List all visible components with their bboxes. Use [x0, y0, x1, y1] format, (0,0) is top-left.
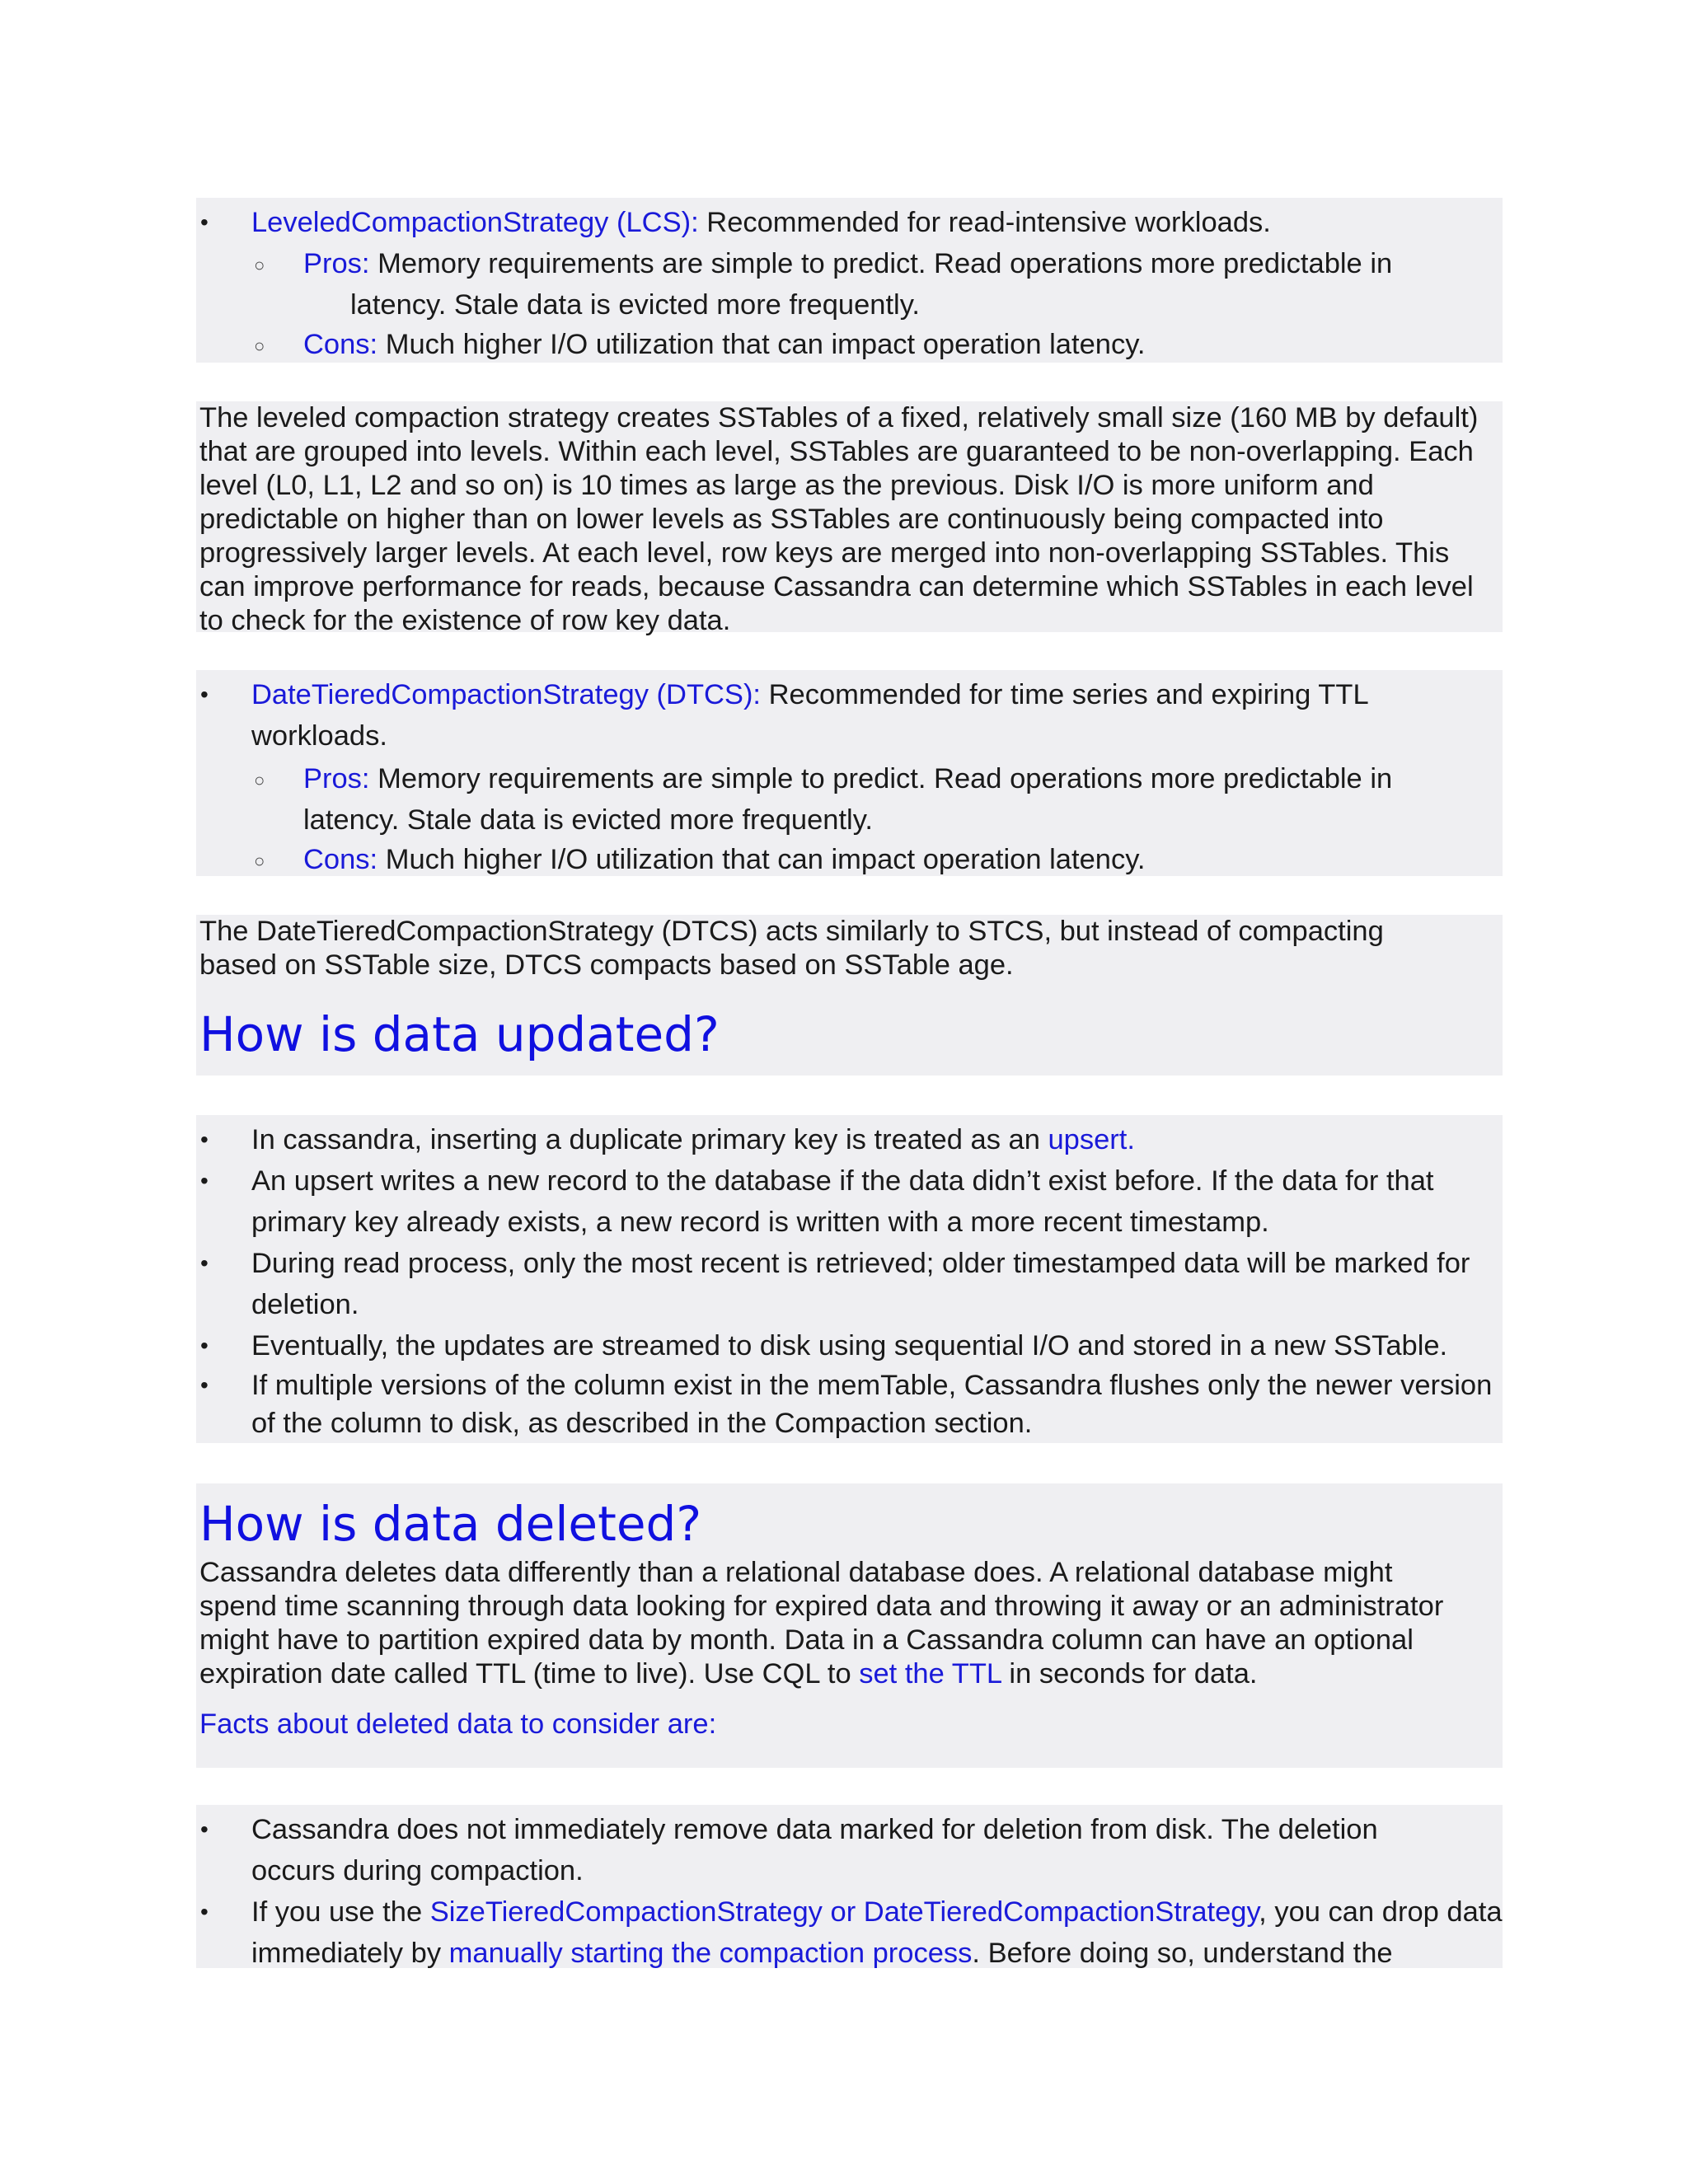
dtcs-block	[196, 670, 1503, 876]
lcs-title-link[interactable]: LeveledCompactionStrategy (LCS):	[251, 207, 699, 238]
deleted-list-block	[196, 1805, 1503, 1968]
updated-heading: How is data updated?	[199, 1006, 720, 1062]
updated-item-1	[196, 1119, 1503, 1160]
upsert-link[interactable]: upsert.	[1048, 1124, 1135, 1155]
deleted-paragraph-text: Cassandra deletes data differently than a relational database does. A relational database might spend time scanning through data looking for expired data and throwing it away or an administrator might have to partition expired data by month. Data in a Cassandra column can have an optional expiration date called TTL (time to live). Use CQL to	[199, 1557, 1444, 1690]
lcs-pros-label: Pros:	[303, 248, 370, 279]
deleted-item-1: • Cassandra does not immediately remove data marked for deletion from disk. The deletion occurs during compaction.	[196, 1809, 1503, 1891]
updated-item-2: • An upsert writes a new record to the database if the data didn’t exist before. If the data for that primary key already exists, a new record is written with a more recent timestamp.	[196, 1160, 1503, 1243]
facts-link[interactable]: Facts about deleted data to consider are:	[199, 1708, 717, 1740]
dtcs-paragraph: The DateTieredCompactionStrategy (DTCS) acts similarly to STCS, but instead of compacting based on SSTable size, DTCS compacts based on SSTable age.	[199, 916, 1384, 981]
dtcs-list	[196, 674, 1503, 757]
deleted-list	[196, 1809, 1503, 1974]
lcs-pros-text-1: Memory requirements are simple to predict. Read operations more predictable in	[369, 248, 1393, 279]
lcs-item	[196, 202, 1503, 363]
updated-item-4: • Eventually, the updates are streamed to disk using sequential I/O and stored in a new SSTable.	[196, 1325, 1503, 1366]
lcs-pros-text-2: latency. Stale data is evicted more frequently.	[350, 289, 920, 321]
updated-item-5: • If multiple versions of the column exist in the memTable, Cassandra flushes only the newer version of the column to disk, as described in the Compaction section.	[196, 1366, 1503, 1442]
updated-item-3: • During read process, only the most recent is retrieved; older timestamped data will be marked for deletion.	[196, 1243, 1503, 1325]
dtcs-cons-label: Cons:	[303, 844, 378, 875]
lcs-pros	[196, 243, 1503, 326]
deleted-heading: How is data deleted?	[199, 1496, 702, 1552]
dtcs-desc: Recommended for time series and expiring TTL workloads.	[251, 679, 1368, 752]
lcs-cons-text: Much higher I/O utilization that can impact operation latency.	[377, 329, 1146, 360]
lcs-cons	[196, 326, 1503, 363]
dtcs-paragraph-block	[196, 915, 1503, 1076]
lcs-list	[196, 202, 1503, 363]
lcs-paragraph: The leveled compaction strategy creates SSTables of a fixed, relatively small size (160 MB by default) that are grouped into levels. Within each level, SSTables are guaranteed to be non-overlapping. Each level (L0, L1, L2 and so on) is 10 times as large as the previous. Disk I/O is more uniform and predictable on higher than on lower levels as SSTables are continuously being compacted into progressively larger levels. At each level, row keys are merged into non-overlapping SSTables. This can improve performance for reads, because Cassandra can determine which SSTables in each level to check for the existence of row key data.	[199, 402, 1479, 636]
deleted-item-2-end: . Before doing so, understand the	[972, 1938, 1393, 1969]
updated-block	[196, 1115, 1503, 1443]
dtcs-pros	[196, 758, 1503, 841]
lcs-block	[196, 198, 1503, 363]
lcs-cons-label: Cons:	[303, 329, 378, 360]
dtcs-title-link[interactable]: DateTieredCompactionStrategy (DTCS):	[251, 679, 762, 710]
dtcs-sublist	[196, 758, 1503, 879]
dtcs-item	[196, 674, 1503, 757]
compaction-strategy-link[interactable]: SizeTieredCompactionStrategy or DateTieredCompactionStrategy	[429, 1896, 1259, 1928]
deleted-block	[196, 1483, 1503, 1768]
deleted-item-2-start: If you use the	[251, 1896, 430, 1928]
lcs-sublist	[196, 243, 1503, 363]
dtcs-pros-label: Pros:	[303, 763, 370, 794]
deleted-item-2-mid: , you can drop data immediately by	[251, 1896, 1503, 1969]
set-ttl-link[interactable]: set the TTL	[859, 1658, 1001, 1690]
deleted-paragraph	[199, 1556, 1478, 1691]
dtcs-cons-text: Much higher I/O utilization that can impact operation latency.	[377, 844, 1146, 875]
lcs-paragraph-block	[196, 401, 1503, 636]
lcs-desc: Recommended for read-intensive workloads.	[698, 207, 1271, 238]
dtcs-pros-text: Memory requirements are simple to predict. Read operations more predictable in latency. Stale data is evicted more frequently.	[303, 763, 1393, 836]
deleted-paragraph-end: in seconds for data.	[1001, 1658, 1258, 1690]
deleted-item-2	[196, 1891, 1503, 1974]
updated-item-1-text: In cassandra, inserting a duplicate primary key is treated as an	[251, 1124, 1048, 1155]
manual-compaction-link[interactable]: manually starting the compaction process	[448, 1938, 973, 1969]
updated-list	[196, 1119, 1503, 1442]
dtcs-cons	[196, 841, 1503, 879]
